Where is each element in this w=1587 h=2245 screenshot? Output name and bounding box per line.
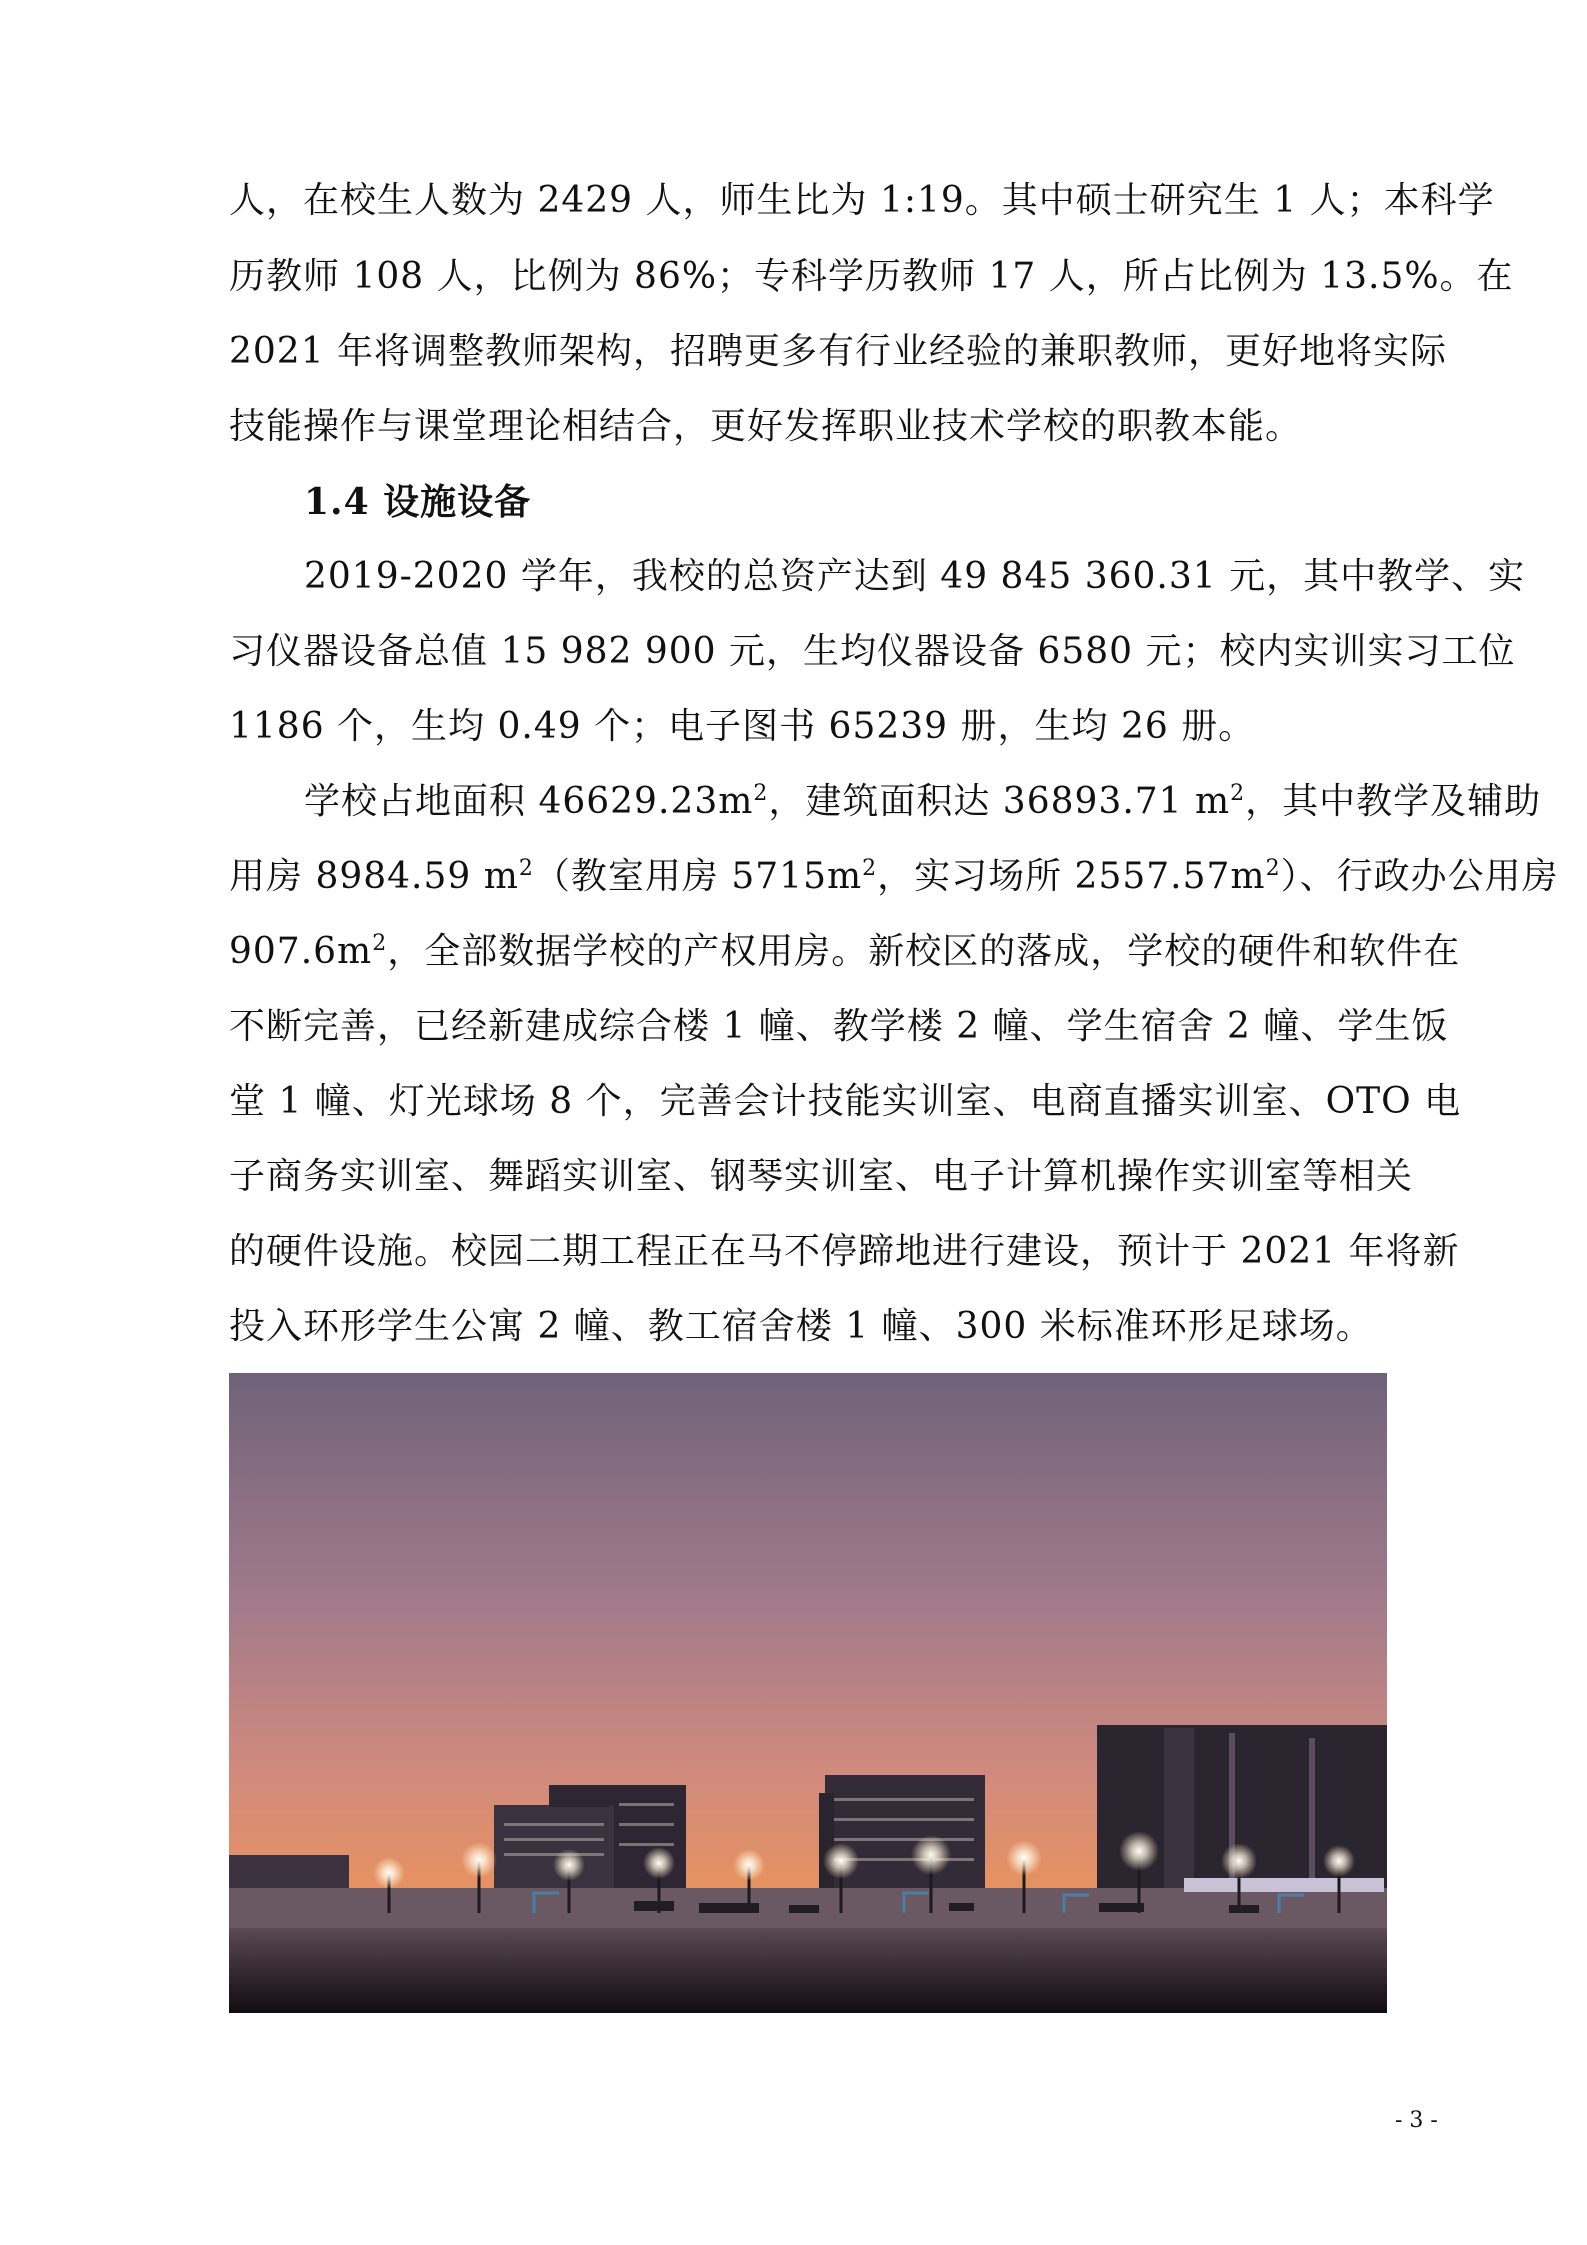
- paragraph-1-line-1: 人，在校生人数为 2429 人，师生比为 1:19。其中硕士研究生 1 人；本科学: [229, 180, 1495, 221]
- paragraph-3-line-1: 学校占地面积 $46629.23m^2$，建筑面积达 36893.71 $m^2$，其中教学及辅助: [304, 781, 1542, 822]
- paragraph-3-line-3: $907.6m^2$，全部数据学校的产权用房。新校区的落成，学校的硬件和软件在: [229, 931, 1461, 972]
- paragraph-2-line-2: 习仪器设备总值 15 982 900 元，生均仪器设备 6580 元；校内实训实习工位: [229, 631, 1516, 672]
- section-heading: 1.4 设施设备: [304, 481, 532, 523]
- paragraph-2-line-3: 1186 个，生均 0.49 个；电子图书 65239 册，生均 26 册。: [229, 706, 1256, 747]
- page-number: - 3 -: [1395, 2108, 1438, 2133]
- campus-dusk-photo: [229, 1373, 1387, 2013]
- paragraph-3-line-4: 不断完善，已经新建成综合楼 1 幢、教学楼 2 幢、学生宿舍 2 幢、学生饭: [229, 1006, 1449, 1047]
- paragraph-3-line-7: 的硬件设施。校园二期工程正在马不停蹄地进行建设，预计于 2021 年将新: [229, 1231, 1460, 1272]
- paragraph-1-line-4: 技能操作与课堂理论相结合，更好发挥职业技术学校的职教本能。: [229, 406, 1303, 447]
- paragraph-1-line-3: 2021 年将调整教师架构，招聘更多有行业经验的兼职教师，更好地将实际: [229, 331, 1448, 372]
- paragraph-1-line-2: 历教师 108 人，比例为 86%；专科学历教师 17 人，所占比例为 13.5%。在: [229, 256, 1514, 297]
- paragraph-2-line-1: 2019-2020 学年，我校的总资产达到 49 845 360.31 元，其中教学、实: [304, 556, 1526, 597]
- paragraph-3-line-8: 投入环形学生公寓 2 幢、教工宿舍楼 1 幢、300 米标准环形足球场。: [229, 1306, 1373, 1347]
- paragraph-3-line-5: 堂 1 幢、灯光球场 8 个，完善会计技能实训室、电商直播实训室、OTO 电: [229, 1081, 1462, 1122]
- ground: [229, 1928, 1387, 2013]
- paragraph-3-line-6: 子商务实训室、舞蹈实训室、钢琴实训室、电子计算机操作实训室等相关: [229, 1156, 1414, 1197]
- banner: [1184, 1878, 1384, 1892]
- paragraph-3-line-2: 用房 8984.59 $m^2$（教室用房 $5715m^2$，实习场所 $2557.57m^2$）、行政办公用房: [229, 856, 1559, 897]
